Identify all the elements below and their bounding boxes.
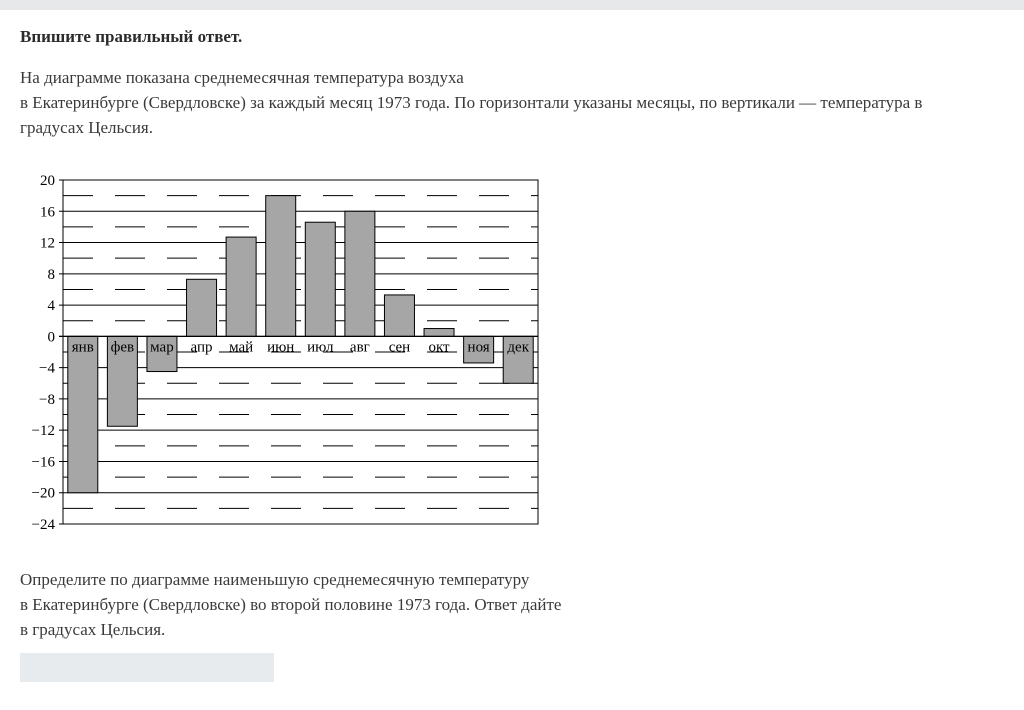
description-line: градусах Цельсия. bbox=[20, 118, 153, 137]
y-tick-label: 8 bbox=[47, 266, 55, 283]
month-label: авг bbox=[349, 339, 370, 356]
bar-янв bbox=[68, 336, 98, 492]
month-label: фев bbox=[110, 339, 135, 356]
top-bar bbox=[0, 0, 1024, 10]
month-label: май bbox=[229, 339, 254, 356]
month-label: окт bbox=[428, 339, 450, 356]
month-label: янв bbox=[71, 339, 94, 356]
question-line: Определите по диаграмме наименьшую среднемесячную температуру bbox=[20, 570, 530, 589]
month-label: июн bbox=[267, 339, 295, 356]
bar-май bbox=[226, 237, 256, 336]
bar-сен bbox=[384, 295, 414, 336]
month-label: сен bbox=[388, 339, 411, 356]
bar-окт bbox=[424, 329, 454, 337]
question-line: в Екатеринбурге (Свердловске) во второй половине 1973 года. Ответ дайте bbox=[20, 595, 562, 614]
month-label: апр bbox=[190, 339, 213, 356]
bar-авг bbox=[345, 211, 375, 336]
task-instruction: Впишите правильный ответ. bbox=[20, 27, 243, 46]
bar-апр bbox=[187, 279, 217, 336]
y-tick-label: −8 bbox=[39, 391, 55, 408]
y-tick-label: −24 bbox=[31, 517, 55, 533]
answer-input[interactable] bbox=[20, 653, 274, 682]
y-tick-label: −16 bbox=[31, 454, 55, 471]
y-tick-label: 4 bbox=[47, 298, 55, 315]
y-tick-label: 16 bbox=[40, 204, 55, 221]
y-tick-label: −12 bbox=[31, 423, 55, 440]
month-label: мар bbox=[150, 339, 174, 356]
description-line: На диаграмме показана среднемесячная температура воздуха bbox=[20, 68, 464, 87]
task-question bbox=[20, 567, 561, 642]
bar-июл bbox=[305, 222, 335, 336]
temperature-bar-chart bbox=[20, 166, 550, 536]
y-tick-label: 20 bbox=[40, 173, 55, 189]
y-tick-label: 0 bbox=[47, 329, 55, 346]
month-label: дек bbox=[507, 339, 529, 356]
y-tick-label: −4 bbox=[39, 360, 55, 377]
description-line: в Екатеринбурге (Свердловске) за каждый месяц 1973 года. По горизонтали указаны месяцы, по вертикали — температура в bbox=[20, 93, 923, 112]
month-label: ноя bbox=[467, 339, 490, 356]
y-tick-label: 12 bbox=[40, 235, 55, 252]
y-tick-label: −20 bbox=[31, 485, 55, 502]
month-label: июл bbox=[307, 339, 334, 356]
bar-июн bbox=[266, 196, 296, 337]
task-description bbox=[20, 65, 1004, 140]
question-line: в градусах Цельсия. bbox=[20, 620, 166, 639]
